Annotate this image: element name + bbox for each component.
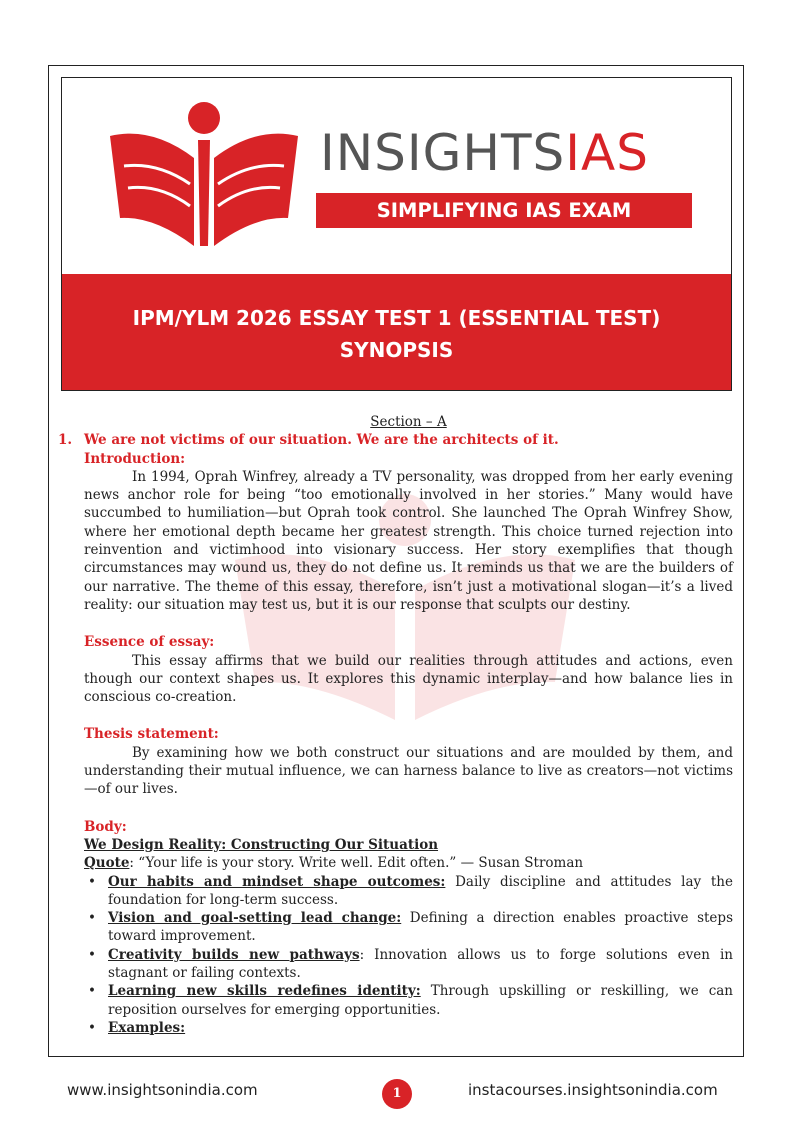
thesis-paragraph: By examining how we both construct our situations and are moulded by them, and understanding their mutual influence, we can harness balance to live as creators—not victims—of our lives. (84, 744, 733, 798)
test-title: IPM/YLM 2026 ESSAY TEST 1 (ESSENTIAL TEST) (132, 306, 661, 330)
introduction-paragraph: In 1994, Oprah Winfrey, already a TV personality, was dropped from her early evening news anchor role for being “too emotionally involved in her stories.” Many would have succumbed to humiliation—but Oprah took control. She launched The Oprah Winfrey Show, where her emotional depth became her greatest strength. This choice turned rejection into reinvention and victimhood into visionary success. Her story exemplifies that though circumstances may wound us, they do not define us. It reminds us that we are the builders of our narrative. The theme of this essay, therefore, isn’t just a motivational slogan—it’s a lived reality: our situation may test us, but it is our response that sculpts our destiny. (84, 468, 733, 613)
page-number-badge: 1 (382, 1079, 412, 1109)
list-item: • Creativity builds new pathways: Innovation allows us to forge solutions even in stagnant or failing contexts. (88, 946, 733, 982)
list-item: • Examples: (88, 1019, 186, 1036)
tagline: SIMPLIFYING IAS EXAM PREPARATION (316, 193, 692, 228)
thesis-heading: Thesis statement: (84, 726, 219, 743)
footer-website-link[interactable]: www.insightsonindia.com (67, 1081, 258, 1099)
essence-heading: Essence of essay: (84, 634, 215, 651)
list-item: • Learning new skills redefines identity: Through upskilling or reskilling, we can reposition ourselves for emerging opportunities. (88, 983, 733, 1018)
bullet-list (84, 873, 733, 1038)
open-book-logo-icon (102, 96, 302, 266)
quote-text: : “Your life is your story. Write well. Edit often.” — Susan Stroman (129, 855, 584, 872)
question-title: 1. We are not victims of our situation. We are the architects of it. (58, 432, 559, 449)
essay-content (58, 413, 733, 1037)
header-box (61, 77, 732, 391)
quote-line (84, 854, 733, 872)
section-heading: Section – A (370, 414, 447, 430)
logo-area (62, 78, 731, 274)
essence-paragraph: This essay affirms that we build our realities through attitudes and actions, even though our context shapes us. It explores this dynamic interplay—and how balance lies in conscious co-creation. (84, 652, 733, 706)
body-heading: Body: (84, 818, 127, 835)
quote-label: Quote (84, 855, 130, 872)
brand-name: INSIGHTSIAS (320, 124, 649, 182)
footer-courses-link[interactable]: instacourses.insightsonindia.com (468, 1081, 718, 1099)
title-band (62, 274, 731, 390)
introduction-heading: Introduction: (84, 450, 186, 467)
question-number: 1. (58, 432, 73, 449)
list-item: • Our habits and mindset shape outcomes: Daily discipline and attitudes lay the foundation for long-term success. (88, 873, 733, 908)
body-subheading: We Design Reality: Constructing Our Situation (84, 836, 439, 853)
document-type: SYNOPSIS (339, 338, 454, 362)
list-item: • Vision and goal-setting lead change: Defining a direction enables proactive steps toward improvement. (88, 910, 733, 945)
